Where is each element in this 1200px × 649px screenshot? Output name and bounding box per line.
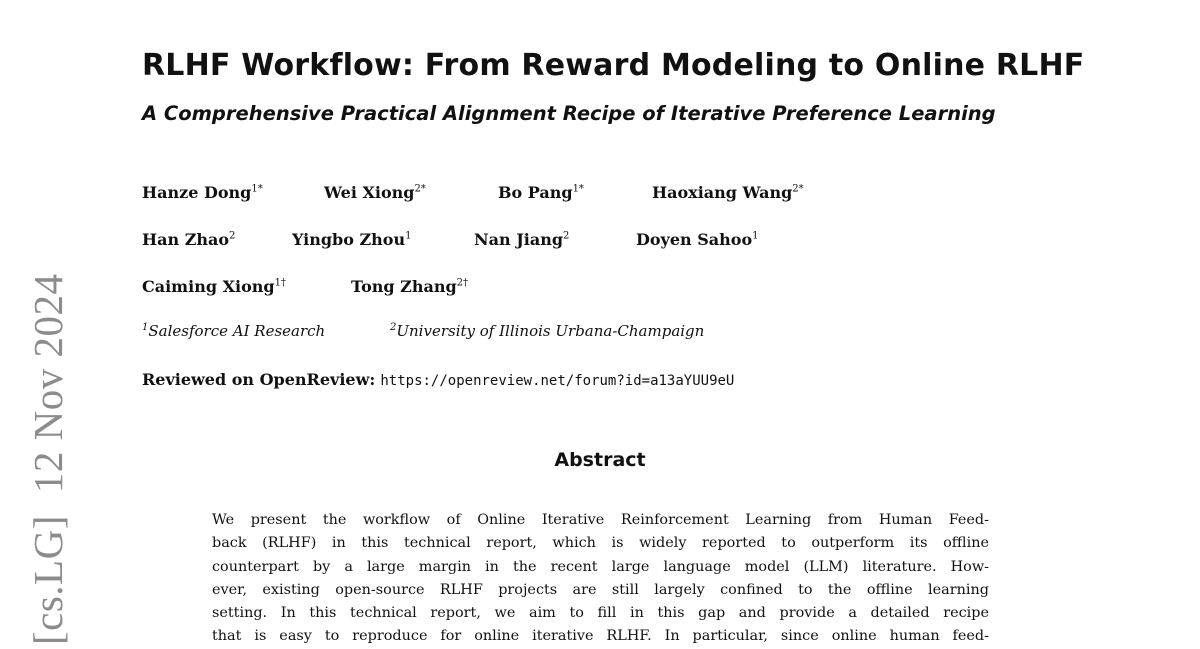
abstract-line: setting. In this technical report, we aim to fill in this gap and provide a detailed recipe (212, 605, 989, 622)
author (474, 230, 636, 249)
author-mark: 2† (456, 277, 469, 289)
affiliation-mark: 1 (142, 322, 149, 333)
author (324, 183, 498, 202)
author-name: Han Zhao (142, 230, 230, 249)
affiliation (142, 322, 390, 340)
arxiv-category: [cs.LG] (25, 515, 71, 645)
author (498, 183, 652, 202)
author-mark: 1† (274, 277, 286, 289)
author (652, 183, 804, 202)
author-mark: 2 (563, 230, 570, 242)
author (142, 230, 292, 249)
author-mark: 2* (792, 183, 804, 195)
abstract-body (212, 509, 989, 649)
author-name: Wei Xiong (324, 183, 415, 202)
review-line (142, 370, 734, 389)
author (636, 230, 759, 249)
abstract-line: that is easy to reproduce for online iterative RLHF. In particular, since online human feed- (212, 628, 989, 645)
author-name: Nan Jiang (474, 230, 564, 249)
paper-subtitle: A Comprehensive Practical Alignment Recipe of Iterative Preference Learning (142, 102, 996, 125)
author-mark: 1 (752, 230, 759, 242)
author (142, 277, 351, 296)
author (292, 230, 474, 249)
abstract-line: ever, existing open-source RLHF projects are still largely confined to the offline learning (212, 581, 989, 598)
author (142, 183, 324, 202)
arxiv-date: 12 Nov 2024 (25, 273, 71, 494)
abstract-line: We present the workflow of Online Iterative Reinforcement Learning from Human Feed- (212, 512, 989, 528)
author-name: Doyen Sahoo (636, 230, 753, 249)
author-name: Caiming Xiong (142, 277, 275, 296)
author-mark: 1* (251, 183, 263, 195)
author-mark: 2* (414, 183, 426, 195)
abstract-line: counterpart by a large margin in the recent large language model (LLM) literature. How- (212, 558, 989, 575)
author (351, 277, 468, 296)
affiliation-name: Salesforce AI Research (148, 322, 326, 340)
affiliation-name: University of Illinois Urbana-Champaign (396, 322, 705, 340)
abstract-line: back (RLHF) in this technical report, which is widely reported to outperform its offline (212, 535, 989, 552)
affiliations (142, 322, 704, 340)
author-mark: 1* (572, 183, 584, 195)
author-name: Bo Pang (498, 183, 573, 202)
abstract-heading: Abstract (554, 449, 646, 471)
paper-title: RLHF Workflow: From Reward Modeling to Online RLHF (142, 48, 1085, 83)
author-name: Haoxiang Wang (652, 183, 793, 202)
affiliation (390, 322, 704, 340)
author-mark: 1 (405, 230, 412, 242)
review-label: Reviewed on OpenReview: (142, 370, 376, 389)
author-name: Tong Zhang (351, 277, 457, 296)
author-name: Yingbo Zhou (292, 230, 406, 249)
author-row (142, 277, 468, 296)
openreview-link[interactable]: https://openreview.net/forum?id=a13aYUU9eU (380, 373, 735, 389)
author-name: Hanze Dong (142, 183, 252, 202)
author-mark: 2 (229, 230, 236, 242)
author-row (142, 183, 804, 202)
affiliation-mark: 2 (390, 322, 397, 333)
author-row (142, 230, 759, 249)
